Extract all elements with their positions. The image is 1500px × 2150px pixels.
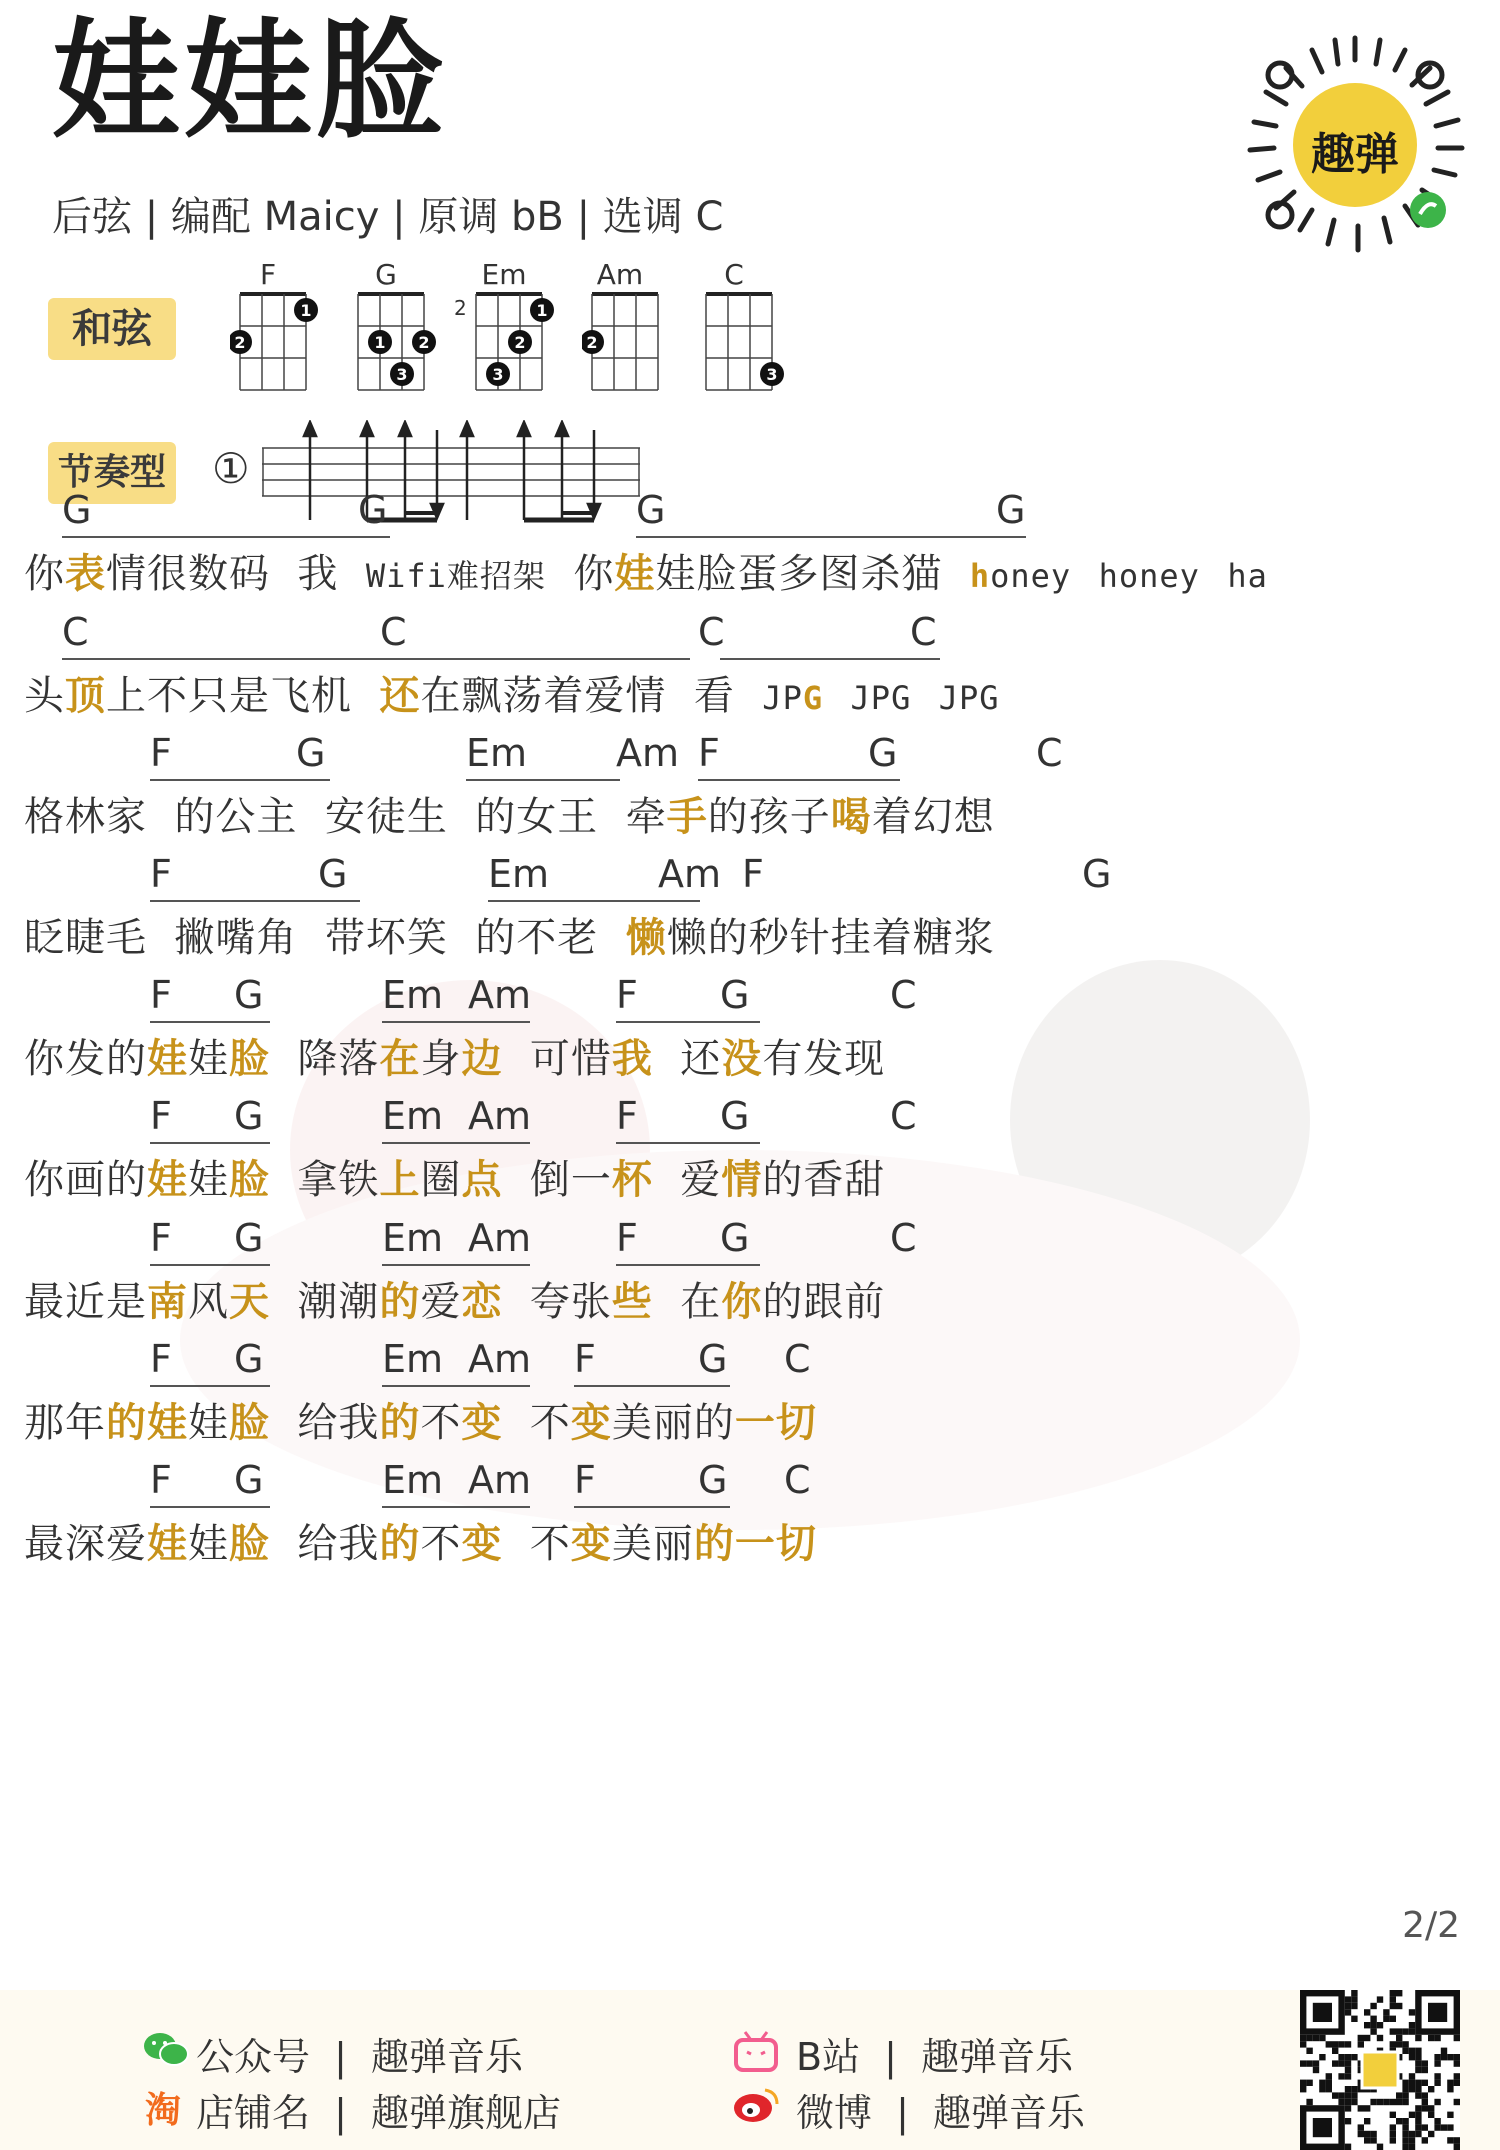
chord-span-line [720,658,940,660]
chord-span-line [380,658,690,660]
chord-symbol: C [910,610,937,654]
chord-span-line [382,1264,530,1266]
rhythm-tag: 节奏型 [48,442,176,504]
chord-symbol: Em [488,852,550,896]
wechat-value[interactable]: 趣弹音乐 [371,2035,524,2079]
shop-value[interactable]: 趣弹旗舰店 [371,2091,562,2135]
chord-symbol: Am [468,973,532,1017]
chord-symbol: C [784,1337,811,1381]
chord-symbol: F [150,731,172,775]
chord-symbol: F [150,1458,172,1502]
chord-span-line [150,1142,270,1144]
chord-span-line [636,536,1026,538]
chord-span-line [488,900,700,902]
svg-text:3: 3 [396,365,408,384]
lyric-line: 最深爱娃娃脸 给我的不变 不变美丽的一切 [24,1521,817,1567]
chord-symbol: Am [468,1458,532,1502]
svg-text:3: 3 [766,365,778,384]
separator: | [334,2091,347,2135]
song-meta: 后弦 | 编配 Maicy | 原调 bB | 选调 C [52,194,724,240]
chord-span-line [150,900,360,902]
chord-span-line [150,1021,270,1023]
chord-symbol: F [150,1094,172,1138]
chord-diagram-name: Em [481,258,527,291]
lyric-line: 头顶上不只是飞机 还在飘荡着爱情 看 JPG JPG JPG [24,673,1000,719]
chord-symbol: G [720,1216,750,1260]
svg-text:1: 1 [374,333,386,352]
shop-icon: 淘 [145,2090,182,2131]
bilibili-value[interactable]: 趣弹音乐 [921,2035,1074,2079]
chord-span-line [574,1506,730,1508]
chord-symbol: G [996,488,1026,532]
qr-code[interactable] [1300,1990,1460,2150]
chord-diagram-f [230,290,320,394]
weibo-icon [733,2084,781,2124]
chord-symbol: C [62,610,89,654]
chord-span-line [382,1142,530,1144]
weibo-label: 微博 [796,2091,873,2135]
chord-symbol: Em [382,1094,444,1138]
svg-text:3: 3 [492,365,504,384]
chord-symbol: G [296,731,326,775]
chord-symbol: C [890,973,917,1017]
chord-symbol: F [574,1458,596,1502]
lyric-line: 眨睫毛 撇嘴角 带坏笑 的不老 懒懒的秒针挂着糖浆 [24,915,995,961]
chord-symbol: G [234,1458,264,1502]
chord-symbol: F [616,1216,638,1260]
chord-symbol: F [742,852,764,896]
chord-symbol: C [698,610,725,654]
logo-text: 趣弹 [1311,129,1399,180]
lyric-line: 那年的娃娃脸 给我的不变 不变美丽的一切 [24,1400,817,1446]
chord-symbol: F [698,731,720,775]
chord-symbol: G [720,973,750,1017]
chord-symbol: G [720,1094,750,1138]
chord-symbol: G [1082,852,1112,896]
chord-symbol: G [358,488,388,532]
chords-tag: 和弦 [48,298,176,360]
chord-symbol: Em [382,973,444,1017]
chord-symbol: F [616,973,638,1017]
chord-symbol: F [150,1216,172,1260]
chord-diagram-fret-number: 2 [454,296,467,320]
chord-symbol: F [616,1094,638,1138]
chord-symbol: Em [382,1458,444,1502]
separator: | [334,2035,347,2079]
chord-symbol: G [62,488,92,532]
chord-span-line [150,1385,270,1387]
chord-symbol: Am [468,1216,532,1260]
chord-symbol: G [234,973,264,1017]
svg-text:2: 2 [586,333,598,352]
chord-diagram-name: G [375,258,397,291]
svg-text:1: 1 [300,301,312,320]
lyric-line: 你画的娃娃脸 拿铁上圈点 倒一杯 爱情的香甜 [24,1157,886,1203]
chord-symbol: Am [468,1094,532,1138]
chord-span-line [150,1506,270,1508]
chord-symbol: F [150,1337,172,1381]
chord-symbol: G [318,852,348,896]
chord-symbol: F [574,1337,596,1381]
chord-span-line [466,779,620,781]
chord-symbol: C [784,1458,811,1502]
chord-symbol: C [890,1094,917,1138]
chord-symbol: C [890,1216,917,1260]
mini-program-qr[interactable] [1240,30,1470,260]
svg-text:2: 2 [418,333,430,352]
shop-label: 店铺名 [196,2091,311,2135]
chord-span-line [62,536,390,538]
chord-symbol: G [698,1337,728,1381]
chord-diagram-name: Am [596,258,644,291]
wechat-label: 公众号 [196,2035,311,2079]
chord-diagram-c [696,290,786,394]
separator: | [884,2035,897,2079]
chord-diagram-name: F [259,258,277,291]
chord-symbol: Em [382,1216,444,1260]
lyric-line: 最近是南风天 潮潮的爱恋 夸张些 在你的跟前 [24,1279,886,1325]
wechat-icon [143,2030,189,2070]
chord-span-line [616,1021,760,1023]
chord-symbol: G [234,1337,264,1381]
svg-text:2: 2 [234,333,246,352]
chord-span-line [382,1506,530,1508]
bilibili-icon [733,2030,779,2072]
svg-text:2: 2 [514,333,526,352]
chord-symbol: G [636,488,666,532]
chord-diagram-em [466,290,556,394]
chord-span-line [616,1264,760,1266]
svg-text:1: 1 [536,301,548,320]
chord-symbol: C [1036,731,1063,775]
chord-diagram-g [348,290,438,394]
separator: | [896,2091,909,2135]
chord-span-line [150,779,330,781]
chord-span-line [62,658,380,660]
chord-symbol: Em [466,731,528,775]
chord-symbol: Em [382,1337,444,1381]
bilibili-label: B站 [796,2035,861,2079]
chord-symbol: Am [468,1337,532,1381]
chord-symbol: Am [616,731,680,775]
chord-symbol: F [150,973,172,1017]
weibo-value[interactable]: 趣弹音乐 [933,2091,1086,2135]
chord-span-line [698,779,900,781]
chord-symbol: C [380,610,407,654]
footer [0,1990,1500,2150]
chord-symbol: G [234,1216,264,1260]
song-title: 娃娃脸 [52,7,449,156]
rhythm-pattern [262,420,642,530]
chord-diagram-name: C [724,258,744,291]
chord-diagram-am [582,290,672,394]
chord-symbol: G [234,1094,264,1138]
chord-symbol: G [868,731,898,775]
lyric-line: 你表情很数码 我 Wifi难招架 你娃娃脸蛋多图杀猫 honey honey ha [24,551,1268,597]
chord-span-line [382,1385,530,1387]
lyric-line: 你发的娃娃脸 降落在身边 可惜我 还没有发现 [24,1036,886,1082]
rhythm-number: ① [212,444,250,493]
chord-symbol: Am [658,852,722,896]
chord-span-line [382,1021,530,1023]
chord-span-line [150,1264,270,1266]
chord-span-line [616,1142,760,1144]
chord-span-line [574,1385,730,1387]
page-number: 2/2 [1402,1905,1460,1946]
lyric-line: 格林家 的公主 安徒生 的女王 牵手的孩子喝着幻想 [24,794,995,840]
chord-symbol: F [150,852,172,896]
chord-symbol: G [698,1458,728,1502]
